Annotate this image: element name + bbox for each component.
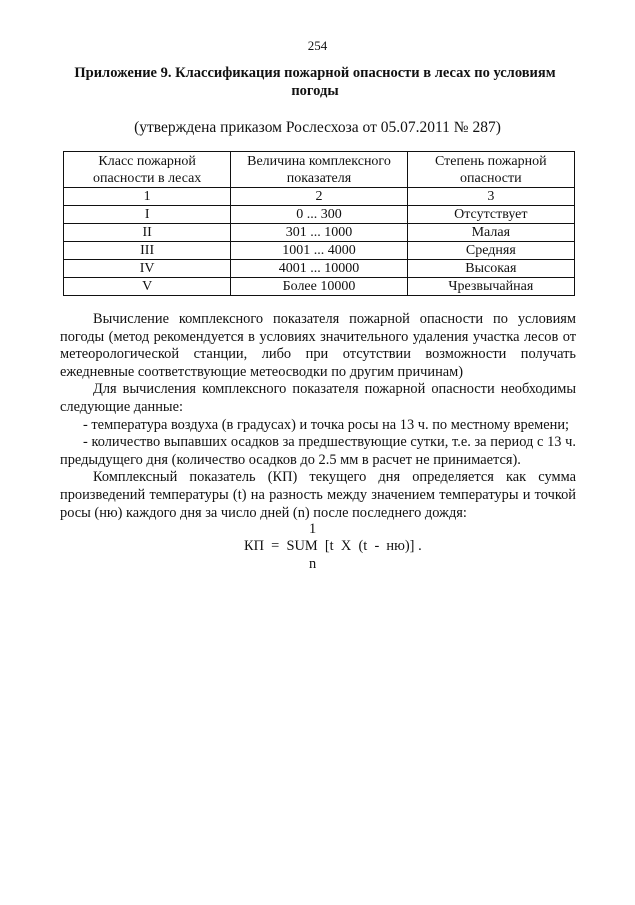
table-cell: II (64, 224, 231, 242)
table-cell: Более 10000 (231, 278, 407, 296)
table-row (64, 206, 575, 224)
header-index: Величина комплексного показателя (231, 152, 407, 188)
table-cell: 1001 ... 4000 (231, 242, 407, 260)
table-cell: Высокая (407, 260, 574, 278)
header-degree: Степень пожарной опасности (407, 152, 574, 188)
table-cell: 0 ... 300 (231, 206, 407, 224)
approval-note: (утверждена приказом Рослесхоза от 05.07.2011 № 287) (134, 119, 501, 136)
table-header-row (64, 152, 575, 188)
table-row (64, 242, 575, 260)
table-cell: 3 (407, 188, 574, 206)
table-cell: 4001 ... 10000 (231, 260, 407, 278)
table-cell: Средняя (407, 242, 574, 260)
table-numbering-row (64, 188, 575, 206)
table-cell: Чрезвычайная (407, 278, 574, 296)
fire-danger-table (63, 151, 575, 296)
table-row (64, 260, 575, 278)
table-cell: 301 ... 1000 (231, 224, 407, 242)
table-cell: I (64, 206, 231, 224)
header-class: Класс пожарной опасности в лесах (64, 152, 231, 188)
formula-lower-limit: n (309, 556, 317, 572)
list-item: - температура воздуха (в градусах) и точка росы на 13 ч. по местному времени; (83, 416, 570, 433)
appendix-title: Приложение 9. Классификация пожарной опасности в лесах по условиям погоды (74, 65, 556, 99)
list-item: - количество выпавших осадков за предшествующие сутки, т.е. за период с 13 ч. предыдущего дня (количество осадков до 2.5 мм в расчет не принимается). (60, 434, 576, 468)
formula-upper-limit: 1 (309, 521, 317, 537)
table-cell: 2 (231, 188, 407, 206)
paragraph: Для вычисления комплексного показателя пожарной опасности необходимы следующие данные: (60, 381, 576, 415)
body-text (60, 311, 576, 522)
table-cell: III (64, 242, 231, 260)
table-cell: Отсутствует (407, 206, 574, 224)
paragraph: Вычисление комплексного показателя пожарной опасности по условиям погоды (метод рекомендуется в условиях значительного удаления участка лесов от метеорологической станции, либо при отсутствии возможности получать ежедневные соответствующие метеосводки по другим причинам) (60, 311, 576, 380)
table-row (64, 224, 575, 242)
table-cell: V (64, 278, 231, 296)
formula-expression: КП = SUM [t X (t - ню)] . (244, 538, 422, 554)
table-cell: IV (64, 260, 231, 278)
table-cell: Малая (407, 224, 574, 242)
page-number: 254 (307, 38, 328, 53)
table-row (64, 278, 575, 296)
table-cell: 1 (64, 188, 231, 206)
paragraph: Комплексный показатель (КП) текущего дня определяется как сумма произведений температуры (t) на разность между значением температуры и точкой росы (ню) каждого дня за число дней (n) после последнего дождя: (60, 469, 576, 521)
